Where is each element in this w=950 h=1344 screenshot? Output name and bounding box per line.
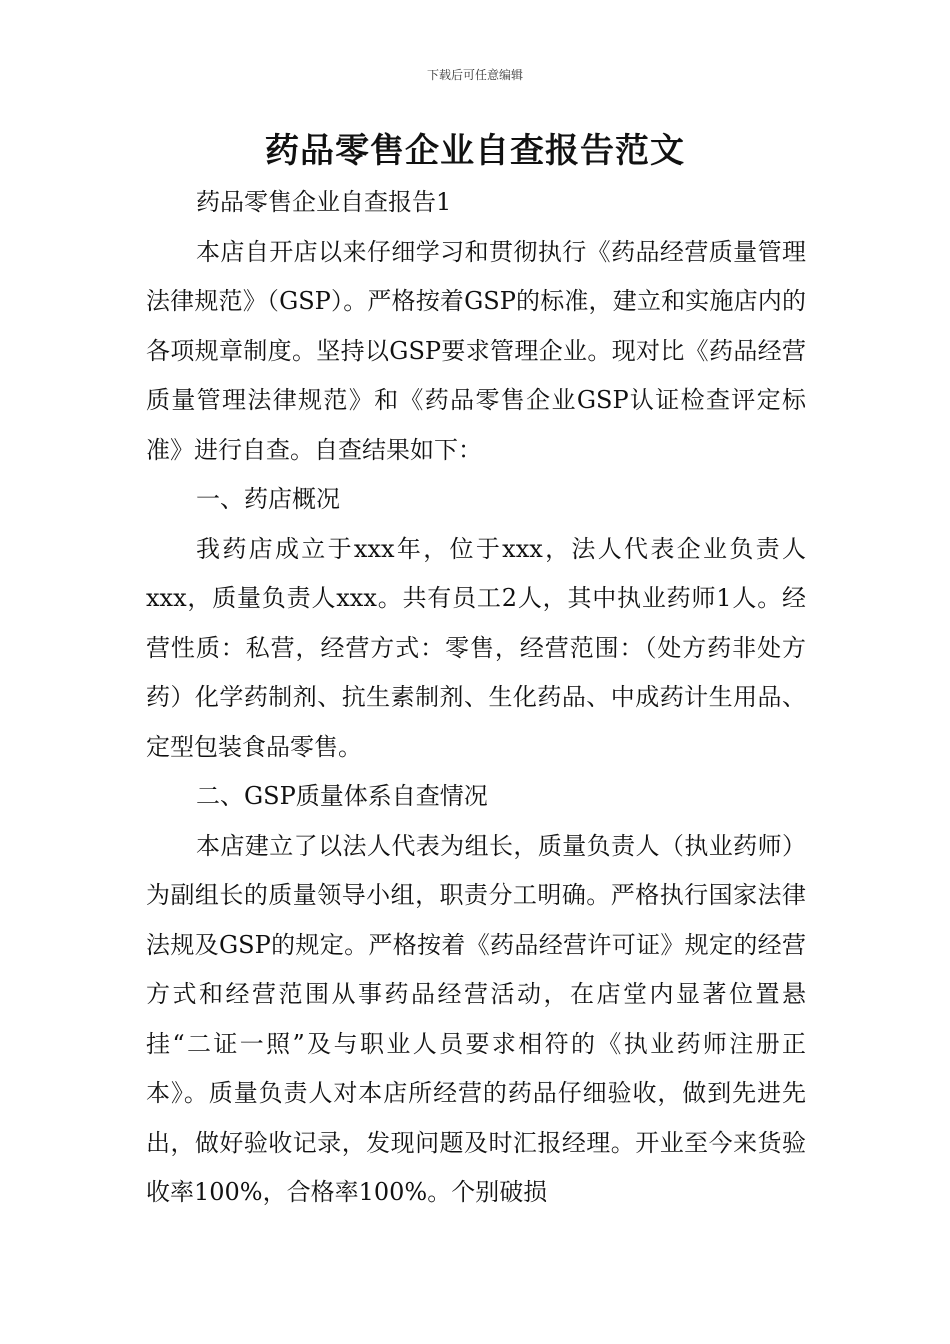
section-heading-gsp: 二、GSP质量体系自查情况 [196,782,488,810]
section-heading-overview: 一、药店概况 [196,485,340,513]
document-body [146,178,806,1218]
gsp-paragraph: 本店建立了以法人代表为组长，质量负责人（执业药师）为副组长的质量领导小组，职责分工明确。严格执行国家法律法规及GSP的规定。严格按着《药品经营许可证》规定的经营方式和经营范围从事药品经营活动，在店堂内显著位置悬挂“二证一照”及与职业人员要求相符的《执业药师注册正本》。质量负责人对本店所经营的药品仔细验收，做到先进先出，做好验收记录，发现问题及时汇报经理。开业至今来货验收率100%，合格率100%。个别破损 [146,831,806,1206]
document-title: 药品零售企业自查报告范文 [265,131,685,171]
report-subtitle: 药品零售企业自查报告1 [196,188,452,216]
intro-paragraph: 本店自开店以来仔细学习和贯彻执行《药品经营质量管理法律规范》（GSP）。严格按着GSP的标准，建立和实施店内的各项规章制度。坚持以GSP要求管理企业。现对比《药品经营质量管理法律规范》和《药品零售企业GSP认证检查评定标准》进行自查。自查结果如下： [146,237,806,464]
header-note: 下载后可任意编辑 [426,68,523,82]
overview-paragraph: 我药店成立于xxx年，位于xxx，法人代表企业负责人xxx，质量负责人xxx。共有员工2人，其中执业药师1人。经营性质：私营，经营方式：零售，经营范围：（处方药非处方药）化学药制剂、抗生素制剂、生化药品、中成药计生用品、定型包装食品零售。 [146,534,806,761]
